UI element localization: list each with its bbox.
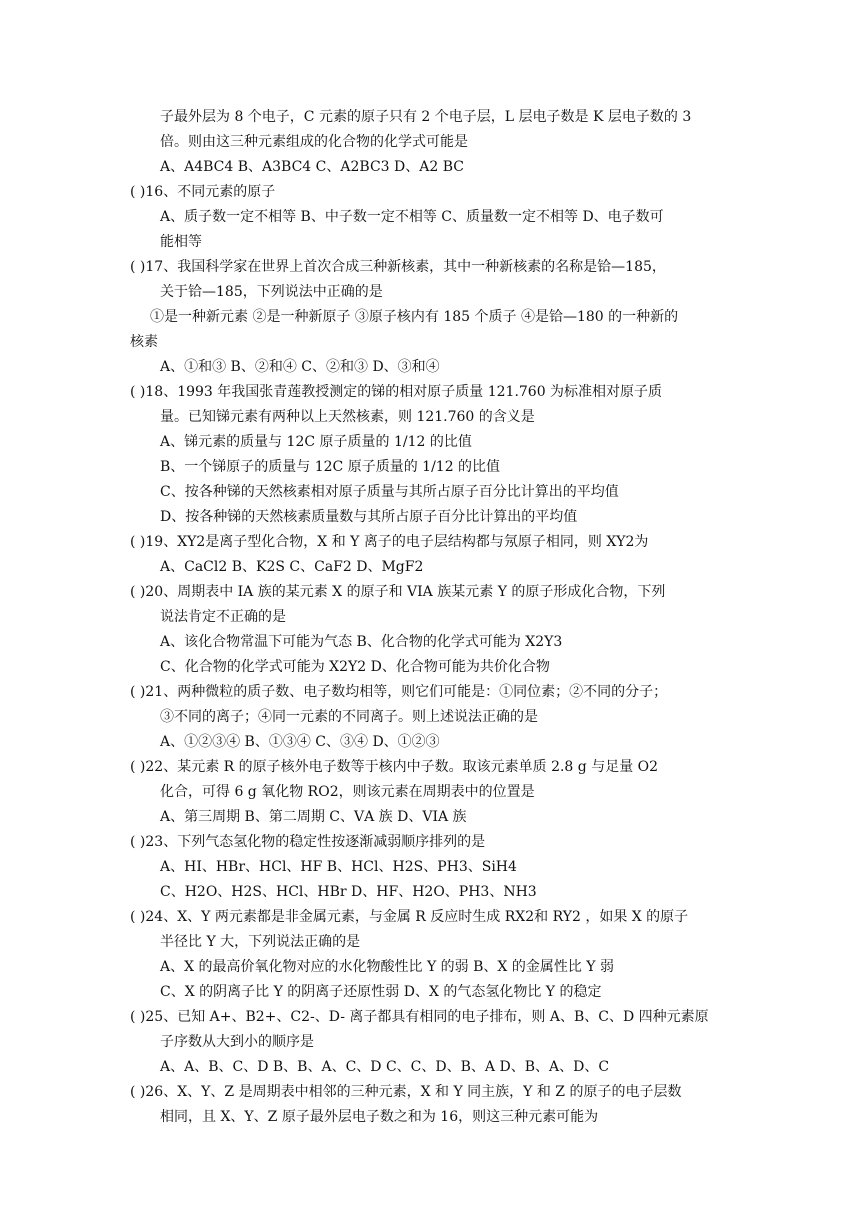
text-line: 能相等 — [160, 234, 202, 250]
question-line: ( )17、我国科学家在世界上首次合成三种新核素，其中一种新核素的名称是铪—185， — [130, 259, 666, 275]
text-line: 量。已知锑元素有两种以上天然核素，则 121.760 的含义是 — [160, 409, 535, 425]
text-line: ③不同的离子；④同一元素的不同离子。则上述说法正确的是 — [160, 709, 538, 725]
text-line: A、A4BC4 B、A3BC4 C、A2BC3 D、A2 BC — [160, 159, 464, 175]
text-line: A、该化合物常温下可能为气态 B、化合物的化学式可能为 X2Y3 — [160, 634, 563, 650]
text-line: C、按各种锑的天然核素相对原子质量与其所占原子百分比计算出的平均值 — [160, 484, 619, 500]
text-line: D、按各种锑的天然核素质量数与其所占原子百分比计算出的平均值 — [160, 509, 578, 525]
text-line: 关于铪—185，下列说法中正确的是 — [160, 284, 383, 300]
text-line: 核素 — [130, 334, 158, 350]
text-line: 子最外层为 8 个电子，C 元素的原子只有 2 个电子层，L 层电子数是 K 层电子数的 3 — [160, 109, 692, 125]
text-line: A、质子数一定不相等 B、中子数一定不相等 C、质量数一定不相等 D、电子数可 — [160, 209, 664, 225]
text-line: 化合，可得 6 g 氧化物 RO2，则该元素在周期表中的位置是 — [160, 784, 535, 800]
text-line: C、X 的阴离子比 Y 的阴离子还原性弱 D、X 的气态氢化物比 Y 的稳定 — [160, 984, 602, 1000]
text-line: ①是一种新元素 ②是一种新原子 ③原子核内有 185 个质子 ④是铪—180 的一种新的 — [150, 309, 679, 325]
question-line: ( )22、某元素 R 的原子核外电子数等于核内中子数。取该元素单质 2.8 g 与足量 O2 — [130, 759, 659, 775]
text-line: A、X 的最高价氧化物对应的水化物酸性比 Y 的弱 B、X 的金属性比 Y 弱 — [160, 959, 614, 975]
question-line: ( )25、已知 A+、B2+、C2-、D- 离子都具有相同的电子排布，则 A、B、C、D 四种元素原 — [130, 1009, 709, 1025]
question-line: ( )16、不同元素的原子 — [130, 184, 276, 200]
text-line: 子序数从大到小的顺序是 — [160, 1034, 314, 1050]
text-line: A、①和③ B、②和④ C、②和③ D、③和④ — [160, 359, 440, 375]
text-line: A、HI、HBr、HCl、HF B、HCl、H2S、PH3、SiH4 — [160, 859, 517, 875]
text-line: A、A、B、C、D B、B、A、C、D C、C、D、B、A D、B、A、D、C — [160, 1059, 610, 1075]
question-line: ( )21、两种微粒的质子数、电子数均相等，则它们可能是：①同位素；②不同的分子； — [130, 684, 668, 700]
text-line: C、H2O、H2S、HCl、HBr D、HF、H2O、PH3、NH3 — [160, 884, 537, 900]
text-line: A、CaCl2 B、K2S C、CaF2 D、MgF2 — [160, 559, 424, 575]
text-line: A、①②③④ B、①③④ C、③④ D、①②③ — [160, 734, 440, 750]
question-line: ( )24、X、Y 两元素都是非金属元素，与金属 R 反应时生成 RX2和 RY2 ，如果 X 的原子 — [130, 909, 689, 925]
text-line: 相同，且 X、Y、Z 原子最外层电子数之和为 16，则这三种元素可能为 — [160, 1109, 599, 1125]
question-line: ( )26、X、Y、Z 是周期表中相邻的三种元素，X 和 Y 同主族，Y 和 Z 的原子的电子层数 — [130, 1084, 682, 1100]
question-line: ( )19、XY2是离子型化合物，X 和 Y 离子的电子层结构都与氖原子相同，则 XY2为 — [130, 534, 649, 550]
question-line: ( )18、1993 年我国张青莲教授测定的锑的相对原子质量 121.760 为标准相对原子质 — [130, 384, 663, 400]
text-line: C、化合物的化学式可能为 X2Y2 D、化合物可能为共价化合物 — [160, 659, 550, 675]
text-line: A、第三周期 B、第二周期 C、ⅤA 族 D、ⅤⅠA 族 — [160, 809, 467, 825]
text-line: 说法肯定不正确的是 — [160, 609, 286, 625]
text-line: A、锑元素的质量与 12C 原子质量的 1/12 的比值 — [160, 434, 472, 450]
question-line: ( )23、下列气态氢化物的稳定性按逐渐减弱顺序排列的是 — [130, 834, 486, 850]
question-line: ( )20、周期表中 IA 族的某元素 X 的原子和 VIA 族某元素 Y 的原子形成化合物，下列 — [130, 584, 666, 600]
text-line: B、一个锑原子的质量与 12C 原子质量的 1/12 的比值 — [160, 459, 501, 475]
text-line: 倍。则由这三种元素组成的化合物的化学式可能是 — [160, 134, 468, 150]
text-line: 半径比 Y 大，下列说法正确的是 — [160, 934, 361, 950]
